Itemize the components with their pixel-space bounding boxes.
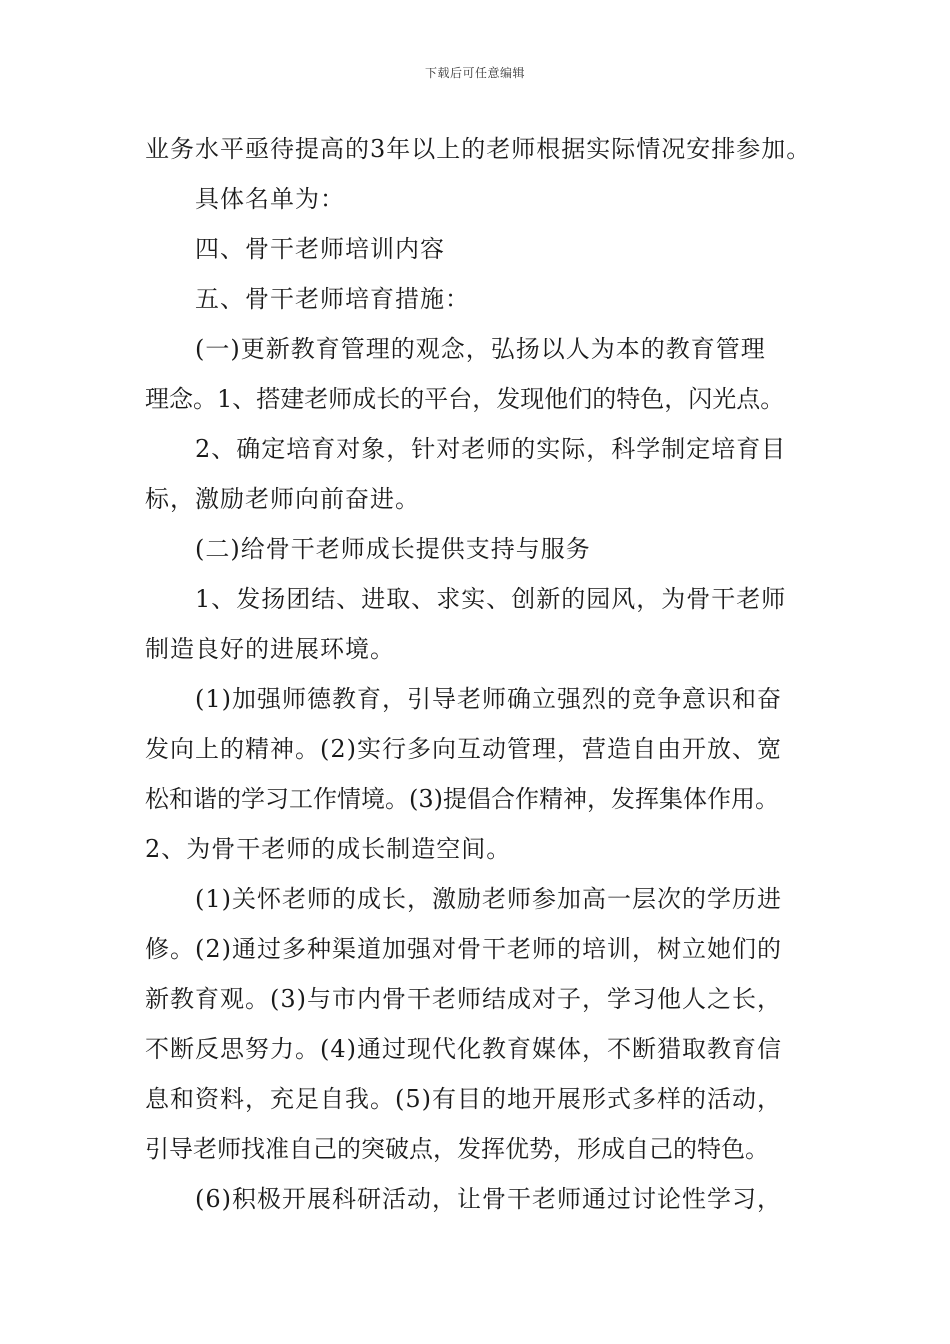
download-note: 下载后可任意编辑: [424, 66, 525, 80]
body-line: (1)关怀老师的成长，激励老师参加高一层次的学历进: [195, 885, 782, 913]
body-line: 2、确定培育对象，针对老师的实际，科学制定培育目: [195, 435, 787, 463]
body-line: 2、为骨干老师的成长制造空间。: [145, 835, 512, 863]
body-line: 制造良好的进展环境。: [145, 635, 395, 663]
section-heading: 四、骨干老师培训内容: [195, 235, 445, 263]
body-line: 不断反思努力。(4)通过现代化教育媒体，不断猎取教育信: [145, 1035, 782, 1063]
body-line: 业务水平亟待提高的3年以上的老师根据实际情况安排参加。: [145, 135, 812, 163]
body-line: 引导老师找准自己的突破点，发挥优势，形成自己的特色。: [145, 1135, 769, 1163]
body-line: 发向上的精神。(2)实行多向互动管理，营造自由开放、宽: [145, 735, 782, 763]
body-line: (6)积极开展科研活动，让骨干老师通过讨论性学习，: [195, 1185, 782, 1213]
body-line: 具体名单为：: [195, 185, 345, 213]
body-line: 新教育观。(3)与市内骨干老师结成对子，学习他人之长，: [145, 985, 782, 1013]
body-line: (1)加强师德教育，引导老师确立强烈的竞争意识和奋: [195, 685, 782, 713]
body-line: (二)给骨干老师成长提供支持与服务: [195, 535, 591, 563]
body-line: 1、发扬团结、进取、求实、创新的园风，为骨干老师: [195, 585, 787, 613]
body-line: 修。(2)通过多种渠道加强对骨干老师的培训，树立她们的: [145, 935, 782, 963]
body-line: (一)更新教育管理的观念，弘扬以人为本的教育管理: [195, 335, 766, 363]
body-line: 息和资料，充足自我。(5)有目的地开展形式多样的活动，: [145, 1085, 782, 1113]
body-line: 松和谐的学习工作情境。(3)提倡合作精神，发挥集体作用。: [145, 785, 779, 813]
body-line: 标，激励老师向前奋进。: [145, 485, 420, 513]
document-body: [145, 124, 817, 1224]
section-heading: 五、骨干老师培育措施：: [195, 285, 470, 313]
body-line: 理念。1、搭建老师成长的平台，发现他们的特色，闪光点。: [145, 385, 785, 413]
